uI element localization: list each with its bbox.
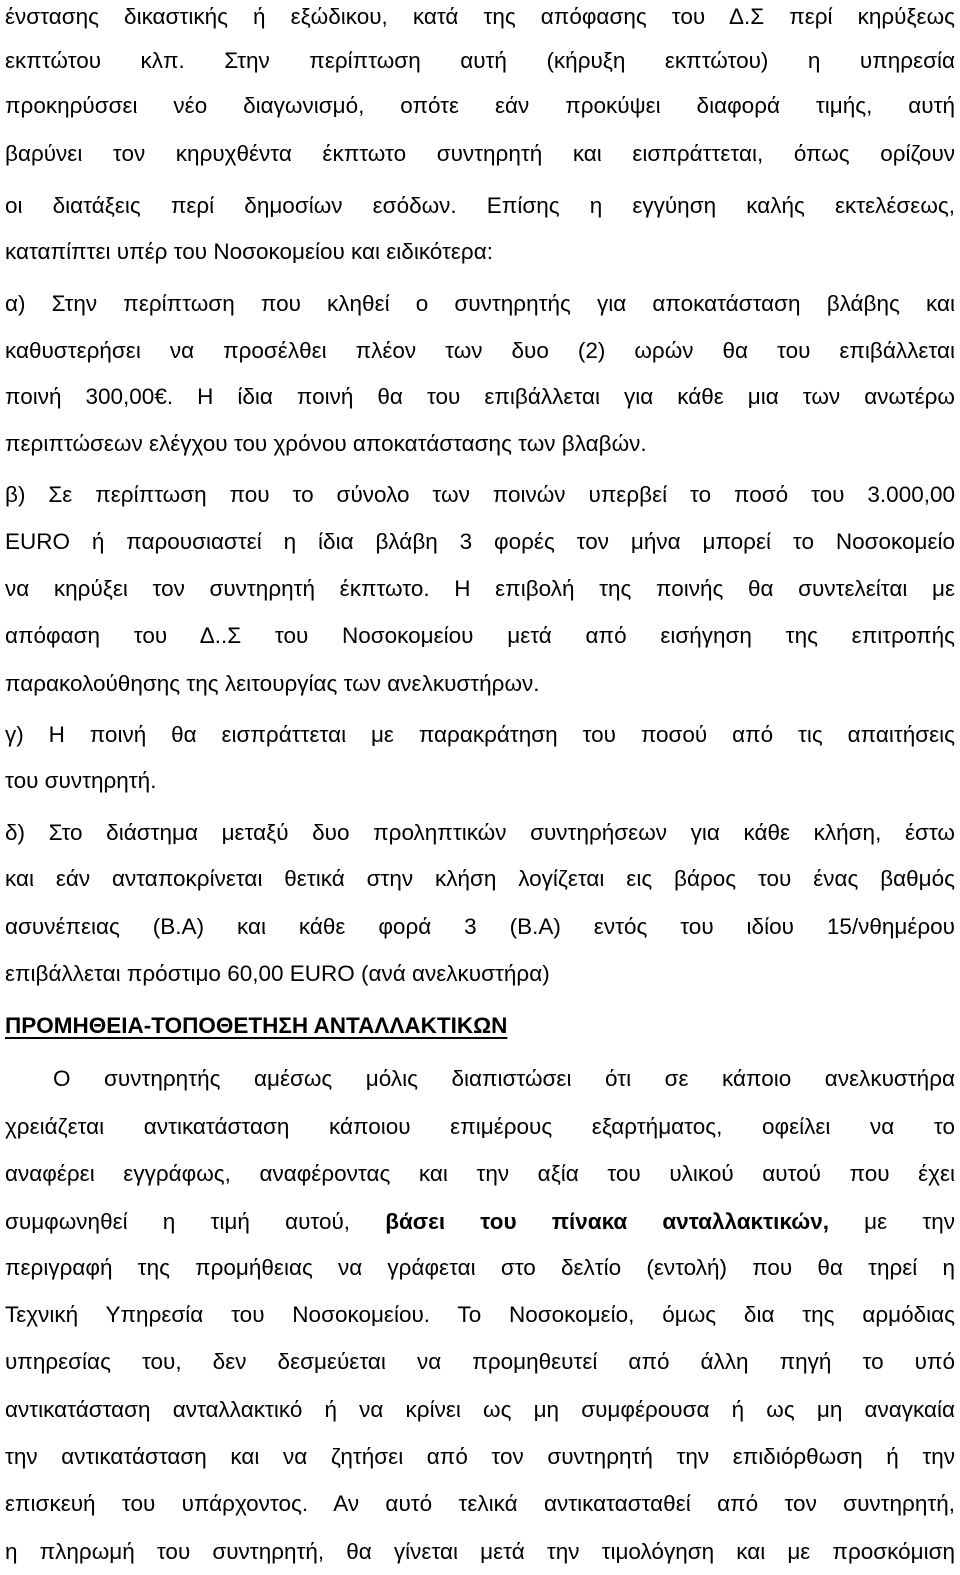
text-line: και εάν ανταποκρίνεται θετικά στην κλήση λογίζεται εις βάρος του ένας βαθμός bbox=[5, 866, 955, 891]
text-line: επιβάλλεται πρόστιμο 60,00 EURO (ανά ανελκυστήρα) bbox=[5, 961, 550, 986]
text-line bbox=[5, 1199, 955, 1245]
text-line: την αντικατάσταση και να ζητήσει από τον συντηρητή την επιδιόρθωση ή την bbox=[5, 1444, 955, 1469]
section-heading bbox=[5, 1003, 955, 1049]
text-line: του συντηρητή. bbox=[5, 768, 157, 793]
text-line: αναφέρει εγγράφως, αναφέροντας και την αξία του υλικού αυτού που έχει bbox=[5, 1161, 955, 1186]
list-item-a: α) Στην περίπτωση που κληθεί ο συντηρητής για αποκατάσταση βλάβης και bbox=[5, 291, 955, 316]
text-line: ποινή 300,00€. Η ίδια ποινή θα του επιβάλλεται για κάθε μια των ανωτέρω bbox=[5, 384, 955, 409]
list-item-b: β) Σε περίπτωση που το σύνολο των ποινών υπερβεί το ποσό του 3.000,00 bbox=[5, 482, 955, 507]
text-line: εκπτώτου κλπ. Στην περίπτωση αυτή (κήρυξη εκπτώτου) η υπηρεσία bbox=[5, 48, 955, 73]
text-line: αντικατάσταση ανταλλακτικό ή να κρίνει ως μη συμφέρουσα ή ως μη αναγκαία bbox=[5, 1397, 955, 1422]
text-line: Τεχνική Υπηρεσία του Νοσοκομείου. Το Νοσοκομείο, όμως δια της αρμόδιας bbox=[5, 1302, 955, 1327]
section-heading-text: ΠΡΟΜΗΘΕΙΑ-ΤΟΠΟΘΕΤΗΣΗ ΑΝΤΑΛΛΑΚΤΙΚΩΝ bbox=[5, 1013, 508, 1038]
text-line: ασυνέπειας (Β.Α) και κάθε φορά 3 (Β.Α) εντός του ιδίου 15/νθημέρου bbox=[5, 914, 955, 939]
text-segment: με την bbox=[828, 1209, 956, 1234]
text-line: βαρύνει τον κηρυχθέντα έκπτωτο συντηρητή και εισπράττεται, όπως ορίζουν bbox=[5, 141, 955, 166]
bold-text: βάσει του πίνακα ανταλλακτικών, bbox=[385, 1209, 829, 1234]
text-segment: συμφωνηθεί η τιμή αυτού, bbox=[5, 1209, 386, 1234]
text-line: καθυστερήσει να προσέλθει πλέον των δυο (2) ωρών θα του επιβάλλεται bbox=[5, 338, 955, 363]
text-line: η πληρωμή του συντηρητή, θα γίνεται μετά την τιμολόγηση και με προσκόμιση bbox=[5, 1539, 955, 1564]
text-line: περιπτώσεων ελέγχου του χρόνου αποκατάστασης των βλαβών. bbox=[5, 431, 647, 456]
text-line: οι διατάξεις περί δημοσίων εσόδων. Επίσης η εγγύηση καλής εκτελέσεως, bbox=[5, 193, 955, 218]
text-line: καταπίπτει υπέρ του Νοσοκομείου και ειδικότερα: bbox=[5, 239, 493, 264]
text-line: EURO ή παρουσιαστεί η ίδια βλάβη 3 φορές τον μήνα μπορεί το Νοσοκομείο bbox=[5, 529, 955, 554]
text-line: προκηρύσσει νέο διαγωνισμό, οπότε εάν προκύψει διαφορά τιμής, αυτή bbox=[5, 93, 955, 118]
text-line: υπηρεσίας του, δεν δεσμεύεται να προμηθευτεί από άλλη πηγή το υπό bbox=[5, 1349, 955, 1374]
text-line: χρειάζεται αντικατάσταση κάποιου επιμέρους εξαρτήματος, οφείλει να το bbox=[5, 1114, 955, 1139]
list-item-c: γ) Η ποινή θα εισπράττεται με παρακράτηση του ποσού από τις απαιτήσεις bbox=[5, 722, 955, 747]
text-line: περιγραφή της προμήθειας να γράφεται στο δελτίο (εντολή) που θα τηρεί η bbox=[5, 1255, 955, 1280]
text-line: ένστασης δικαστικής ή εξώδικου, κατά της απόφασης του Δ.Σ περί κηρύξεως bbox=[5, 4, 955, 29]
text-line: απόφαση του Δ..Σ του Νοσοκομείου μετά από εισήγηση της επιτροπής bbox=[5, 623, 955, 648]
text-line: Ο συντηρητής αμέσως μόλις διαπιστώσει ότι σε κάποιο ανελκυστήρα bbox=[53, 1066, 955, 1091]
text-line: παρακολούθησης της λειτουργίας των ανελκυστήρων. bbox=[5, 671, 540, 696]
list-item-d: δ) Στο διάστημα μεταξύ δυο προληπτικών συντηρήσεων για κάθε κλήση, έστω bbox=[5, 820, 955, 845]
text-line: επισκευή του υπάρχοντος. Αν αυτό τελικά αντικατασταθεί από τον συντηρητή, bbox=[5, 1491, 955, 1516]
text-line: να κηρύξει τον συντηρητή έκπτωτο. Η επιβολή της ποινής θα συντελείται με bbox=[5, 576, 955, 601]
